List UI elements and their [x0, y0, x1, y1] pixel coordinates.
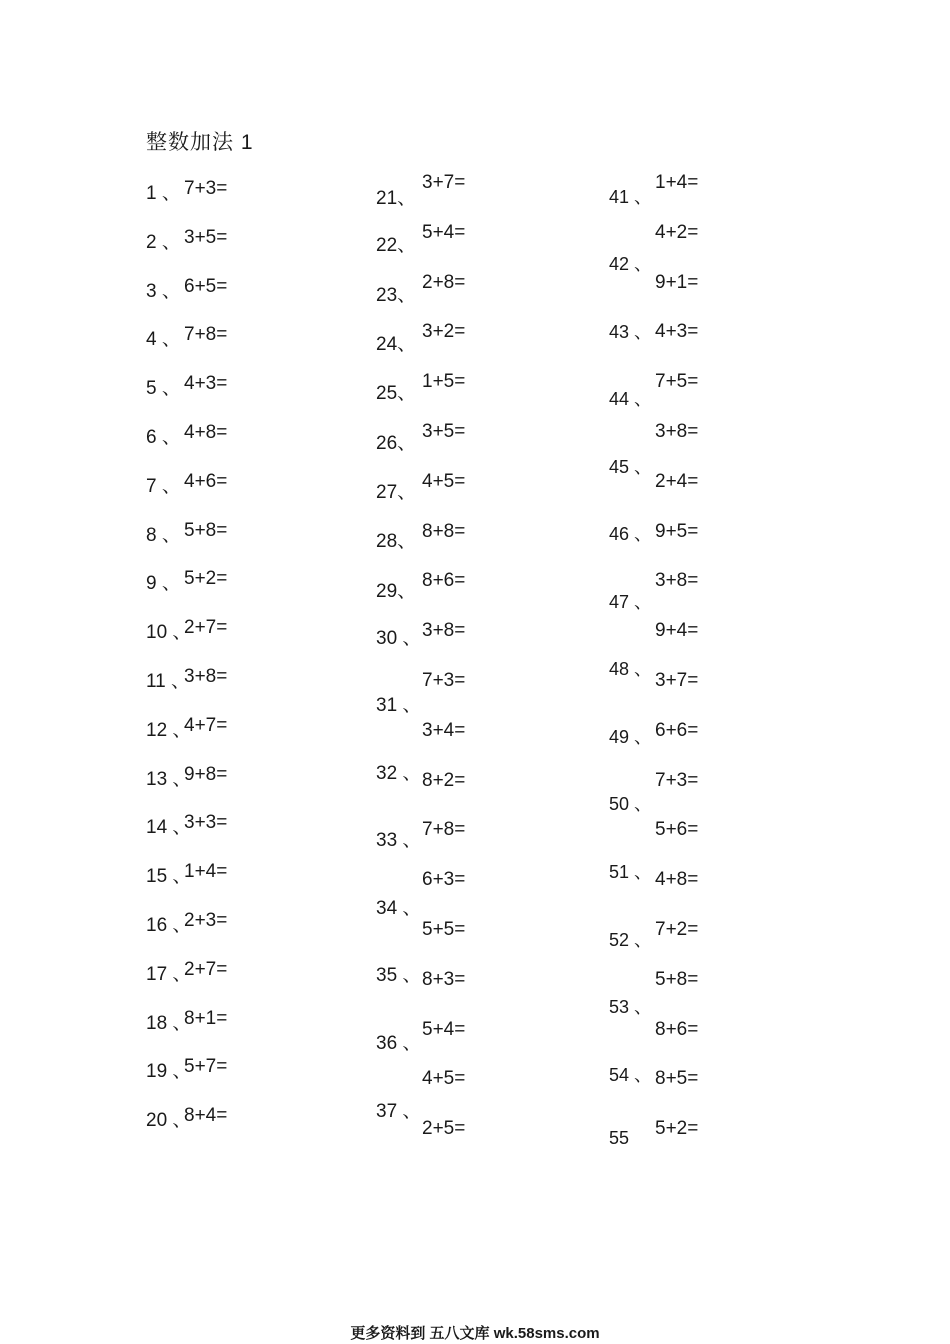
problem-number: 55 — [609, 1128, 630, 1148]
problem-expression: 3+8= — [655, 570, 699, 592]
problem-number: 45 、 — [609, 457, 653, 477]
problem-number: 24、 — [376, 334, 417, 355]
problem-expression: 2+7= — [184, 617, 228, 639]
problem-expression: 1+4= — [184, 861, 228, 883]
problem-number: 11 、 — [146, 671, 191, 692]
problem-expression: 2+3= — [184, 910, 228, 931]
problem-expression: 7+8= — [422, 819, 466, 841]
problem-number: 16 、 — [146, 915, 192, 936]
footer-watermark: 更多资料到 五八文库 wk.58sms.com — [350, 1325, 600, 1342]
problem-expression: 8+4= — [184, 1105, 228, 1127]
problem-expression: 8+6= — [422, 570, 466, 592]
problem-expression: 7+2= — [655, 919, 699, 940]
problem-expression: 5+5= — [422, 919, 466, 940]
problem-number: 6 、 — [146, 427, 181, 448]
problem-number: 46 、 — [609, 524, 653, 544]
problem-expression: 7+3= — [655, 769, 699, 791]
problem-number: 44 、 — [609, 389, 653, 409]
problem-expression: 1+5= — [422, 371, 466, 393]
problem-number: 5 、 — [146, 378, 181, 400]
problem-number: 25、 — [376, 383, 417, 404]
problem-expression: 2+8= — [422, 271, 466, 293]
problem-number: 9 、 — [146, 573, 181, 595]
problem-number: 48 、 — [609, 659, 653, 679]
problem-expression: 5+4= — [422, 221, 466, 243]
problem-number: 22、 — [376, 235, 417, 256]
problem-expression: 8+8= — [422, 520, 466, 542]
problem-expression: 3+7= — [655, 670, 699, 691]
problem-expression: 5+2= — [184, 568, 228, 590]
problem-number: 52 、 — [609, 930, 653, 950]
problem-number: 49 、 — [609, 727, 653, 747]
problem-expression: 3+8= — [184, 666, 228, 687]
problem-expression: 3+7= — [422, 172, 466, 193]
problem-number: 12 、 — [146, 719, 192, 741]
problem-number: 8 、 — [146, 524, 181, 546]
problem-expression: 2+4= — [655, 470, 699, 492]
problem-number: 26、 — [376, 433, 417, 454]
problem-expression: 3+5= — [422, 421, 466, 442]
problem-expression: 7+5= — [655, 371, 699, 393]
problem-number: 42 、 — [609, 254, 653, 274]
problem-number: 54 、 — [609, 1065, 653, 1085]
problem-number: 47 、 — [609, 592, 653, 612]
problem-expression: 8+5= — [655, 1068, 699, 1090]
problem-expression: 5+7= — [184, 1056, 228, 1078]
problem-number: 15 、 — [146, 866, 192, 888]
problem-expression: 6+6= — [655, 719, 699, 741]
problem-number: 34 、 — [376, 898, 422, 919]
problem-number: 2 、 — [146, 231, 181, 253]
problem-number: 13 、 — [146, 768, 192, 790]
problem-expression: 9+5= — [655, 520, 699, 542]
problem-expression: 4+8= — [655, 869, 699, 891]
problem-number: 31 、 — [376, 695, 422, 716]
problem-expression: 7+3= — [422, 670, 466, 691]
problem-number: 17 、 — [146, 963, 192, 985]
problem-number: 18 、 — [146, 1012, 192, 1034]
problem-expression: 5+4= — [422, 1018, 466, 1040]
problem-expression: 3+3= — [184, 812, 228, 834]
problem-number: 29、 — [376, 581, 417, 602]
problem-expression: 4+3= — [184, 373, 228, 395]
problem-number: 3 、 — [146, 280, 181, 302]
problem-expression: 1+4= — [655, 172, 699, 193]
problem-expression: 9+4= — [655, 620, 699, 642]
problem-number: 37 、 — [376, 1101, 422, 1122]
problem-expression: 4+8= — [184, 422, 228, 443]
problem-expression: 5+2= — [655, 1118, 699, 1140]
problem-expression: 8+2= — [422, 769, 466, 791]
problem-number: 30 、 — [376, 628, 422, 649]
problem-expression: 4+2= — [655, 221, 699, 243]
problem-number: 4 、 — [146, 329, 181, 351]
problem-expression: 6+5= — [184, 275, 228, 297]
problem-expression: 4+5= — [422, 1068, 466, 1090]
problem-number: 43 、 — [609, 322, 653, 342]
problem-expression: 8+3= — [422, 968, 466, 990]
problem-number: 23、 — [376, 285, 417, 306]
problem-expression: 4+7= — [184, 714, 228, 736]
problem-number: 20 、 — [146, 1110, 192, 1132]
problem-expression: 3+8= — [655, 421, 699, 442]
problem-expression: 4+3= — [655, 321, 699, 343]
problem-expression: 3+8= — [422, 620, 466, 642]
problem-expression: 9+1= — [655, 271, 699, 293]
problem-number: 10 、 — [146, 622, 192, 644]
problem-number: 1 、 — [146, 183, 181, 204]
problem-number: 36 、 — [376, 1033, 422, 1054]
problem-expression: 5+6= — [655, 819, 699, 841]
problem-number: 50 、 — [609, 794, 653, 814]
problem-expression: 4+6= — [184, 470, 228, 492]
problem-expression: 9+8= — [184, 763, 228, 785]
problem-number: 7 、 — [146, 475, 181, 497]
problem-number: 33 、 — [376, 830, 422, 851]
problem-expression: 8+6= — [655, 1018, 699, 1040]
problem-expression: 7+3= — [184, 178, 228, 199]
problem-expression: 4+5= — [422, 470, 466, 492]
problem-number: 21、 — [376, 188, 417, 209]
problem-expression: 7+8= — [184, 324, 228, 346]
problem-number: 41 、 — [609, 187, 653, 207]
problem-number: 35 、 — [376, 965, 422, 986]
problem-expression: 5+8= — [655, 968, 699, 990]
problem-number: 32 、 — [376, 763, 422, 784]
problem-number: 53 、 — [609, 997, 653, 1017]
problem-number: 19 、 — [146, 1061, 192, 1083]
problem-expression: 2+5= — [422, 1118, 466, 1140]
problem-expression: 8+1= — [184, 1007, 228, 1029]
problem-number: 28、 — [376, 531, 417, 552]
problem-number: 14 、 — [146, 817, 192, 839]
problem-expression: 3+2= — [422, 321, 466, 343]
problem-expression: 6+3= — [422, 869, 466, 891]
problem-number: 51 、 — [609, 862, 653, 882]
problem-expression: 2+7= — [184, 958, 228, 980]
problem-expression: 3+4= — [422, 719, 466, 741]
worksheet-title: 整数加法 1 — [146, 131, 254, 154]
problem-number: 27、 — [376, 482, 417, 503]
problem-expression: 5+8= — [184, 519, 228, 541]
problem-expression: 3+5= — [184, 226, 228, 248]
